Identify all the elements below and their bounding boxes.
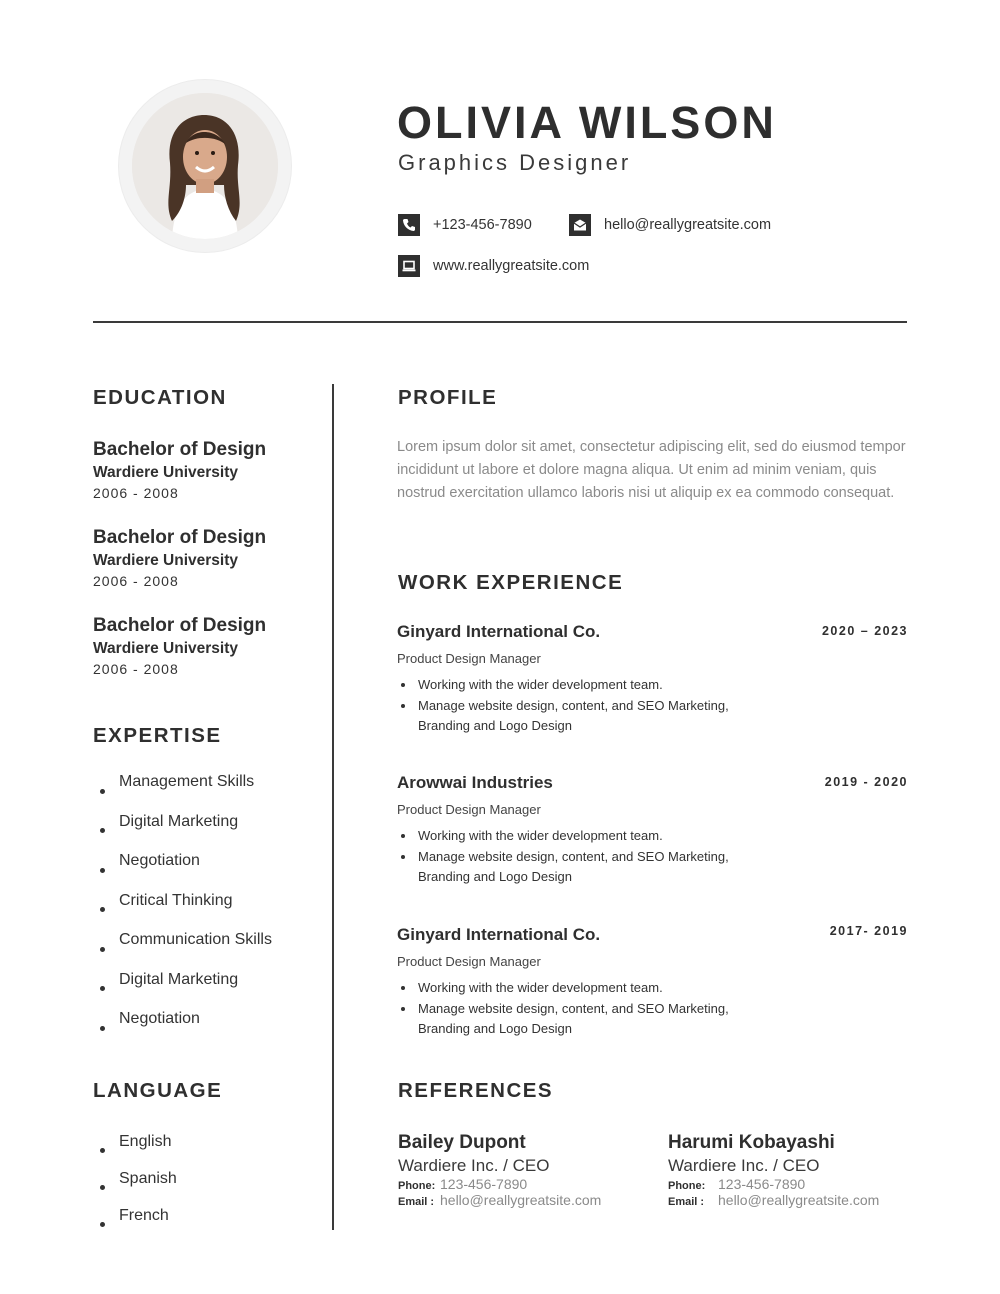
years: 2006 - 2008: [93, 661, 179, 677]
education-item: [93, 527, 266, 589]
list-item: Management Skills: [100, 772, 272, 812]
language-list: [100, 1132, 177, 1243]
person-name: OLIVIA WILSON: [397, 97, 777, 148]
profile-text: Lorem ipsum dolor sit amet, consectetur adipiscing elit, sed do eiusmod tempor incididunt ut labore et dolore magna aliqua. Ut enim ad minim veniam, quis nostrud exercitation ullamco laboris nisi ut aliquip ex ea commodo consequat.: [397, 439, 906, 501]
phone-label: Phone:: [398, 1180, 436, 1192]
company: Ginyard International Co.: [397, 622, 601, 641]
job-dates: 2020 – 2023: [821, 624, 908, 638]
profile-heading: PROFILE: [398, 386, 498, 409]
reference-email: [398, 1192, 601, 1208]
contact-email: [569, 214, 771, 236]
reference-company: Wardiere Inc. / CEO: [398, 1156, 550, 1175]
job-title: Product Design Manager: [397, 954, 541, 969]
school: Wardiere University: [93, 464, 239, 481]
list-item: Spanish: [100, 1169, 177, 1206]
contact-phone: [398, 214, 532, 236]
job-entry: [397, 622, 908, 737]
list-item: English: [100, 1132, 177, 1169]
education-item: [93, 439, 266, 501]
phone-value: 123-456-7890: [718, 1176, 806, 1192]
degree: Bachelor of Design: [93, 615, 267, 636]
expertise-heading: EXPERTISE: [93, 724, 222, 747]
list-item: Critical Thinking: [100, 891, 272, 931]
company: Arowwai Industries: [397, 773, 553, 792]
work-heading: WORK EXPERIENCE: [398, 571, 624, 594]
website-text[interactable]: www.reallygreatsite.com: [433, 258, 590, 274]
years: 2006 - 2008: [93, 573, 179, 589]
school: Wardiere University: [93, 552, 239, 569]
column-divider: [332, 384, 334, 1230]
list-item: Working with the wider development team.: [397, 978, 757, 999]
email-text[interactable]: hello@reallygreatsite.com: [604, 217, 772, 233]
list-item: French: [100, 1206, 177, 1243]
reference-name: Harumi Kobayashi: [668, 1132, 835, 1153]
reference-company: Wardiere Inc. / CEO: [668, 1156, 820, 1175]
job-bullets: [397, 978, 908, 1040]
email-value[interactable]: hello@reallygreatsite.com: [440, 1192, 602, 1208]
job-entry: [397, 773, 908, 888]
job-bullets: [397, 826, 908, 888]
education-item: [93, 615, 266, 677]
contact-website: [398, 255, 589, 277]
degree: Bachelor of Design: [93, 439, 267, 460]
job-title: Product Design Manager: [397, 651, 541, 666]
portrait-illustration: [132, 93, 278, 239]
list-item: Manage website design, content, and SEO Marketing, Branding and Logo Design: [397, 847, 757, 888]
job-title: Product Design Manager: [397, 802, 541, 817]
email-icon: [569, 214, 591, 236]
job-entry: [397, 925, 908, 1040]
expertise-list: [100, 772, 272, 1049]
job-dates: 2017- 2019: [829, 924, 908, 938]
email-value[interactable]: hello@reallygreatsite.com: [718, 1192, 880, 1208]
phone-value: 123-456-7890: [440, 1176, 528, 1192]
email-label: Email :: [668, 1196, 705, 1208]
profile-photo-frame: [119, 80, 291, 252]
reference-card: [398, 1132, 601, 1208]
phone-text: +123-456-7890: [433, 217, 532, 233]
reference-email: [668, 1192, 879, 1208]
list-item: Working with the wider development team.: [397, 826, 757, 847]
email-label: Email :: [398, 1196, 435, 1208]
list-item: Manage website design, content, and SEO Marketing, Branding and Logo Design: [397, 999, 757, 1040]
years: 2006 - 2008: [93, 485, 179, 501]
reference-name: Bailey Dupont: [398, 1132, 526, 1153]
reference-phone: [398, 1176, 601, 1192]
list-item: Communication Skills: [100, 930, 272, 970]
job-bullets: [397, 675, 908, 737]
reference-phone: [668, 1176, 879, 1192]
job-role: Graphics Designer: [398, 150, 632, 175]
job-dates: 2019 - 2020: [824, 775, 908, 789]
list-item: Digital Marketing: [100, 970, 272, 1010]
list-item: Digital Marketing: [100, 812, 272, 852]
education-heading: EDUCATION: [93, 386, 227, 409]
company: Ginyard International Co.: [397, 925, 601, 944]
list-item: Negotiation: [100, 1009, 272, 1049]
degree: Bachelor of Design: [93, 527, 267, 548]
list-item: Working with the wider development team.: [397, 675, 757, 696]
header-divider: [93, 321, 907, 323]
phone-icon: [398, 214, 420, 236]
phone-label: Phone:: [668, 1180, 706, 1192]
list-item: Negotiation: [100, 851, 272, 891]
list-item: Manage website design, content, and SEO Marketing, Branding and Logo Design: [397, 696, 757, 737]
language-heading: LANGUAGE: [93, 1079, 223, 1102]
laptop-icon: [398, 255, 420, 277]
reference-card: [668, 1132, 879, 1208]
references-heading: REFERENCES: [398, 1079, 554, 1102]
avatar: [132, 93, 278, 239]
school: Wardiere University: [93, 640, 239, 657]
